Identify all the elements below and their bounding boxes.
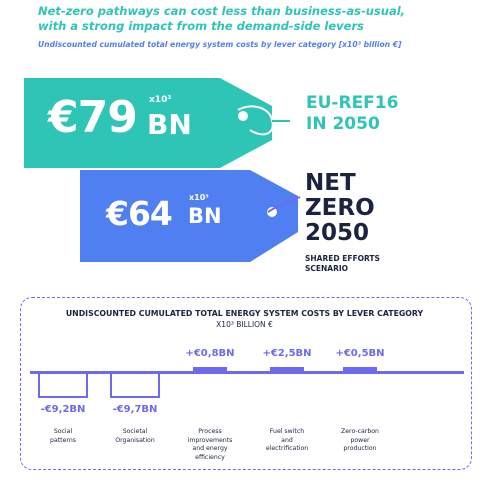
chart-value-label: +€2,5BN — [262, 348, 312, 359]
eu-ref-label-line-1: EU-REF16 — [306, 93, 399, 113]
lever-chart-unit: X10³ BILLION € — [216, 320, 273, 329]
headline-line-2: with a strong impact from the demand-side levers — [38, 19, 364, 33]
net-zero-sub-line-2: SCENARIO — [305, 264, 349, 273]
net-zero-label-line-1: NET — [305, 170, 356, 196]
chart-value-label: +€0,5BN — [335, 348, 385, 359]
net-zero-value: €64 — [106, 194, 172, 233]
chart-category-label: Social patterns — [50, 428, 76, 444]
net-zero-scenario-subtitle — [305, 254, 380, 274]
eu-ref-value: €79 — [48, 92, 137, 143]
chart-axis-line — [30, 371, 464, 374]
lever-chart-title: UNDISCOUNTED CUMULATED TOTAL ENERGY SYSTEM COSTS BY LEVER CATEGORY — [65, 309, 424, 318]
chart-bar-negative — [38, 374, 88, 398]
chart-category-label: Zero-carbon power production — [341, 428, 379, 452]
net-zero-scenario-label — [305, 171, 375, 246]
subheading: Undiscounted cumulated total energy system costs by lever category [x10³ billion €] — [38, 40, 402, 49]
chart-value-label: -€9,7BN — [112, 404, 158, 415]
eu-ref-unit: BN — [147, 108, 192, 141]
net-zero-multiplier: x10³ — [189, 193, 209, 202]
net-zero-sub-line-1: SHARED EFFORTS — [305, 254, 380, 263]
headline-line-1: Net-zero pathways can cost less than business-as-usual, — [38, 4, 406, 18]
chart-bar-positive — [343, 367, 377, 372]
chart-category-label: Fuel switch and electrification — [265, 428, 309, 452]
chart-bar-positive — [270, 367, 304, 372]
eu-ref-label-line-2: IN 2050 — [306, 114, 380, 134]
eu-ref-scenario-label — [306, 93, 398, 135]
chart-category-label: Process improvements and energy efficiency — [187, 428, 233, 461]
net-zero-label-line-2: ZERO — [305, 195, 375, 221]
chart-value-label: -€9,2BN — [40, 404, 86, 415]
chart-value-label: +€0,8BN — [185, 348, 235, 359]
chart-bar-negative — [110, 374, 160, 398]
eu-ref-multiplier: x10³ — [149, 95, 172, 105]
eu-ref-tag-hole — [238, 111, 248, 121]
chart-category-label: Societal Organisation — [115, 428, 155, 444]
chart-bar-positive — [193, 367, 227, 372]
net-zero-unit: BN — [188, 204, 222, 228]
net-zero-label-line-3: 2050 — [305, 220, 370, 246]
